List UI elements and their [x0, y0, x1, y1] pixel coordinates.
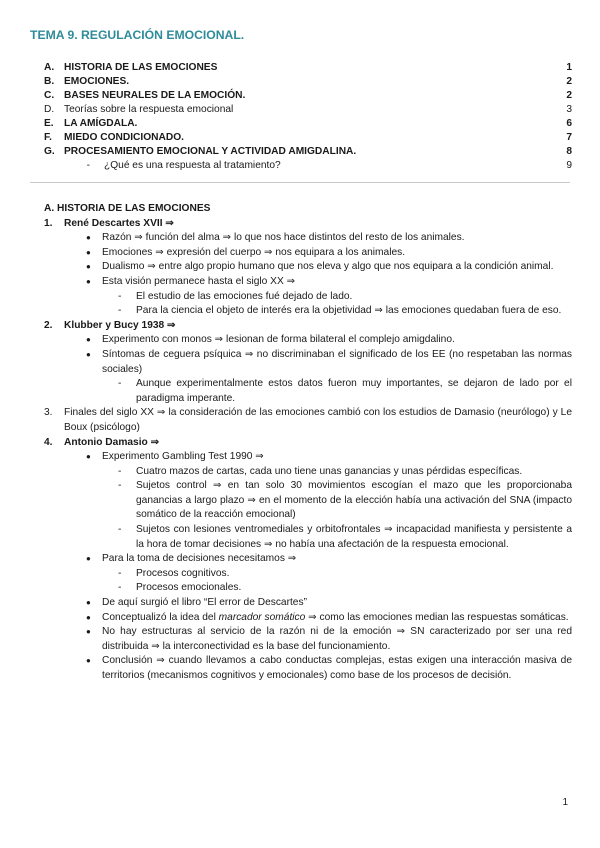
toc-text: Teorías sobre la respuesta emocional — [64, 104, 234, 115]
toc-entry[interactable] — [44, 159, 572, 173]
bullet-item: ● Para la toma de decisiones necesitamos ⇒ — [86, 553, 297, 565]
emphasis-term: marcador somático — [218, 611, 306, 623]
toc-entry[interactable] — [44, 61, 572, 75]
dash-item: - Procesos cognitivos. — [118, 567, 230, 579]
toc-page: 3 — [566, 104, 572, 115]
divider — [30, 182, 570, 183]
toc-page: 9 — [566, 160, 572, 171]
toc-page: 2 — [566, 90, 572, 101]
toc-entry[interactable] — [44, 89, 572, 103]
toc-entry[interactable] — [44, 75, 572, 89]
toc-text: PROCESAMIENTO EMOCIONAL Y ACTIVIDAD AMIGDALINA. — [64, 146, 357, 157]
dash-item: - Cuatro mazos de cartas, cada uno tiene unas ganancias y unas pérdidas específicas. — [118, 465, 523, 477]
bullet-list — [44, 231, 572, 289]
bullet-item: ● Experimento con monos ⇒ lesionan de forma bilateral el complejo amigdalino. — [86, 334, 455, 346]
bullet-item: ● Esta visión permanece hasta el siglo XX ⇒ — [86, 275, 296, 287]
toc-entry[interactable] — [44, 131, 572, 145]
toc-entry[interactable] — [44, 103, 572, 117]
bullet-item: ● Emociones ⇒ expresión del cuerpo ⇒ nos equipara a los animales. — [86, 246, 406, 258]
toc-entry[interactable] — [44, 117, 572, 131]
document-body — [44, 202, 572, 684]
dash-item: - El estudio de las emociones fué dejado de lado. — [118, 290, 353, 302]
toc-text: BASES NEURALES DE LA EMOCIÓN. — [64, 90, 246, 101]
toc-letter: F. — [44, 132, 52, 143]
table-of-contents — [44, 61, 572, 173]
toc-text: LA AMÍGDALA. — [64, 118, 138, 129]
bullet-item: ● De aquí surgió el libro “El error de Descartes” — [86, 597, 307, 609]
bullet-item: ● Conclusión ⇒ cuando llevamos a cabo conductas complejas, estas exigen una interacción masiva de territorios (mecanismos cognitivos y emocionales) como base de los procesos de decisión. — [86, 655, 572, 681]
bullet-list — [44, 552, 572, 567]
bullet-item: ● Razón ⇒ función del alma ⇒ lo que nos hace distintos del resto de los animales. — [86, 232, 465, 244]
bullet-item: ● Síntomas de ceguera psíquica ⇒ no discriminaban el significado de los EE (no respetaban las normas sociales) — [86, 348, 572, 375]
toc-page: 1 — [566, 62, 572, 73]
toc-letter: G. — [44, 146, 55, 157]
numbered-item: 4. Antonio Damasio ⇒ — [44, 436, 160, 448]
bullet-list — [44, 596, 572, 684]
toc-letter: - — [86, 160, 90, 171]
dash-item: - Sujetos control ⇒ en tan solo 30 movimientos escogían el mazo que les proporcionaba ganancias a largo plazo ⇒ en el momento de la elección había una activación del SNA (impacto somático de la reacción emocional) — [118, 480, 572, 521]
bullet-item: ● No hay estructuras al servicio de la razón ni de la emoción ⇒ SN caracterizado por ser una red distribuida ⇒ la interconectividad es la base del funcionamiento. — [86, 626, 572, 652]
dash-list — [44, 465, 572, 553]
toc-letter: D. — [44, 104, 55, 115]
toc-text: MIEDO CONDICIONADO. — [64, 132, 184, 143]
toc-letter: E. — [44, 118, 54, 129]
toc-page: 7 — [566, 132, 572, 143]
toc-text: ¿Qué es una respuesta al tratamiento? — [104, 160, 281, 171]
toc-page: 6 — [566, 118, 572, 129]
toc-page: 8 — [566, 146, 572, 157]
numbered-item: 3. Finales del siglo XX ⇒ la consideración de las emociones cambió con los estudios de Damasio (neurólogo) y Le Boux (psicólogo) — [44, 407, 572, 433]
toc-entry[interactable] — [44, 145, 572, 159]
toc-letter: B. — [44, 76, 55, 87]
dash-item: - Para la ciencia el objeto de interés era la objetividad ⇒ las emociones quedaban fuera de eso. — [118, 305, 562, 317]
dash-item: - Aunque experimentalmente estos datos fueron muy importantes, se dejaron de lado por el paradigma imperante. — [118, 378, 572, 404]
bullet-item: ● Conceptualizó la idea del marcador somático ⇒ como las emociones median las respuestas somáticas. — [86, 611, 569, 623]
bullet-list — [44, 450, 572, 465]
document-title: TEMA 9. REGULACIÓN EMOCIONAL. — [30, 28, 245, 42]
numbered-item: 2. Klubber y Bucy 1938 ⇒ — [44, 319, 176, 331]
toc-letter: A. — [44, 62, 55, 73]
dash-list — [44, 290, 572, 319]
numbered-item: 1. René Descartes XVII ⇒ — [44, 217, 174, 229]
toc-text: EMOCIONES. — [64, 76, 130, 87]
toc-letter: C. — [44, 90, 55, 101]
dash-item: - Sujetos con lesiones ventromediales y orbitofrontales ⇒ incapacidad manifiesta y persistente a la hora de tomar decisiones ⇒ no había una afectación de la respuesta emocional. — [118, 524, 572, 550]
page-number: 1 — [562, 797, 568, 808]
dash-item: - Procesos emocionales. — [118, 582, 242, 594]
bullet-item: ● Dualismo ⇒ entre algo propio humano que nos eleva y algo que nos equipara a la condición animal. — [86, 261, 554, 273]
toc-page: 2 — [566, 76, 572, 87]
bullet-list — [44, 333, 572, 377]
bullet-item: ● Experimento Gambling Test 1990 ⇒ — [86, 451, 264, 463]
dash-list — [44, 377, 572, 406]
toc-text: HISTORIA DE LAS EMOCIONES — [64, 62, 218, 73]
dash-list — [44, 567, 572, 596]
section-heading: A. HISTORIA DE LAS EMOCIONES — [44, 203, 211, 214]
